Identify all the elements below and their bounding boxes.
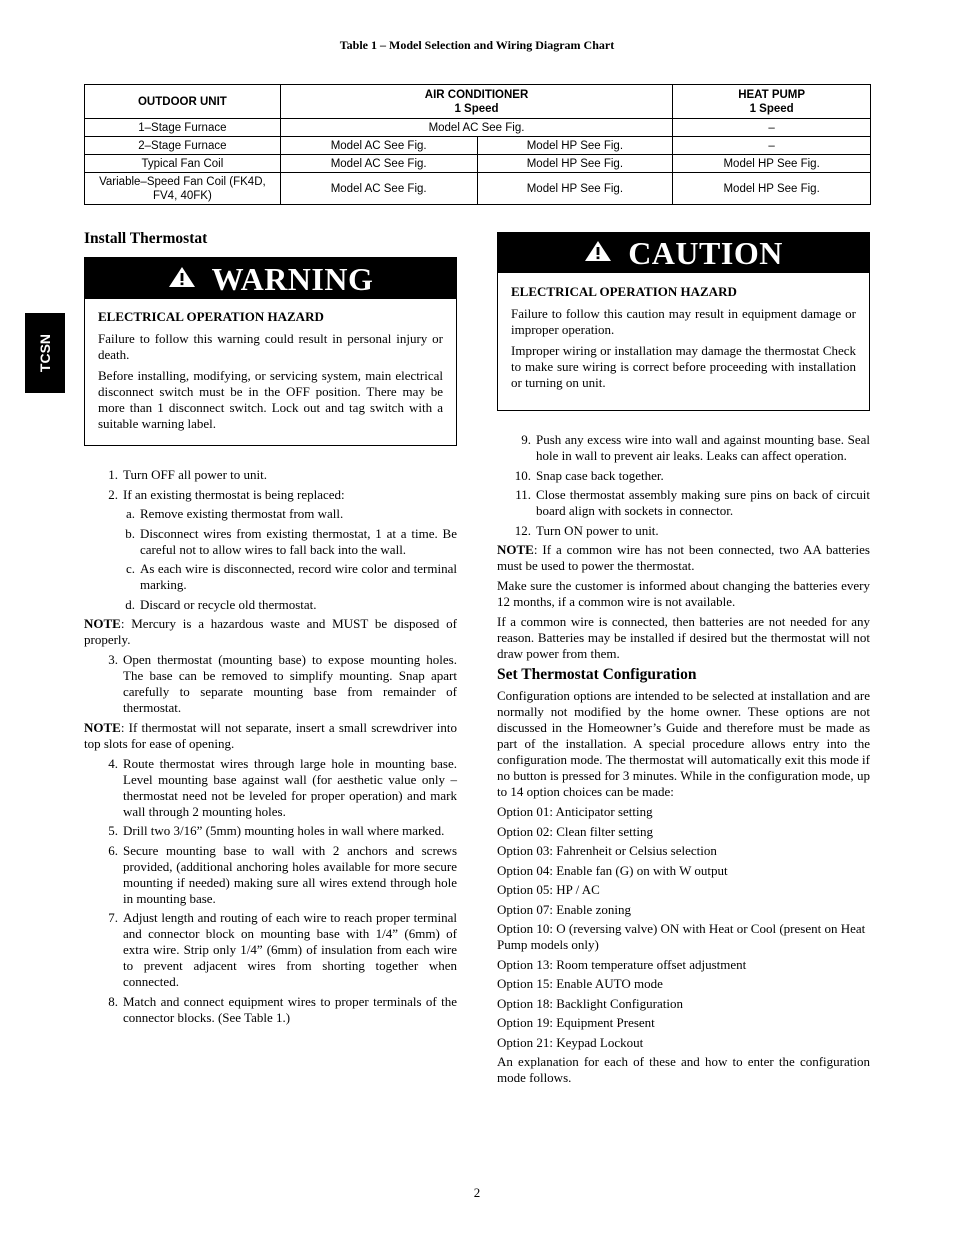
page-number: 2 (473, 1185, 481, 1200)
step-number: 12. (514, 522, 531, 538)
list-item (84, 652, 457, 716)
step-text: Snap case back together. (536, 467, 664, 483)
warning-triangle-icon (584, 240, 612, 266)
list-item: Option 07: Enable zoning (497, 901, 631, 917)
list-item (84, 756, 457, 820)
step-number: 5. (108, 823, 118, 838)
step-text: Disconnect wires from existing thermostat, 1 at a time. Be careful not to allow wires to fall back into the wall. (140, 525, 457, 557)
list-item (84, 823, 457, 839)
table-title: Table 1 – Model Selection and Wiring Diagram Chart (339, 38, 615, 52)
step-number: 3. (108, 652, 118, 667)
note-paragraph (84, 616, 457, 648)
list-item: Option 13: Room temperature offset adjustment (497, 956, 747, 972)
step-number: 8. (108, 993, 118, 1009)
step-number: 2. (108, 486, 118, 502)
step-number: 1. (108, 467, 118, 482)
list-subitem (84, 597, 457, 613)
body-paragraph: An explanation for each of these and how to enter the configuration mode follows. (497, 1054, 870, 1085)
table-header-row (85, 85, 871, 119)
list-item (84, 910, 457, 990)
note-label: NOTE (84, 719, 121, 735)
warning-banner (85, 258, 456, 299)
table-row (85, 155, 871, 173)
side-tab (25, 313, 65, 393)
list-item (497, 523, 870, 539)
list-item: Option 19: Equipment Present (497, 1015, 655, 1030)
step-number: 6. (108, 842, 118, 858)
table-row (85, 173, 871, 205)
table-cell-unit: Typical Fan Coil (85, 155, 281, 173)
caution-banner (498, 233, 869, 273)
table-row (85, 119, 871, 137)
caution-box (497, 232, 870, 411)
step-number: 11. (515, 487, 531, 502)
table-cell-ac-hp: Model HP See Fig. (477, 155, 673, 173)
list-item: Option 04: Enable fan (G) on with W output (497, 862, 728, 878)
warning-signal-word: WARNING (211, 260, 374, 297)
table-cell-hp: Model HP See Fig. (673, 155, 871, 173)
step-text: Push any excess wire into wall and against mounting base. Seal hole in wall to prevent air leaks. Leaks can affect operation. (536, 432, 870, 463)
list-item (84, 467, 457, 483)
list-item: Option 21: Keypad Lockout (497, 1034, 644, 1050)
note-paragraph (497, 542, 870, 574)
table-cell-ac: Model AC See Fig. (280, 155, 477, 173)
caution-paragraph: Failure to follow this caution may result in equipment damage or improper operation. (511, 306, 856, 337)
header-air-conditioner (280, 85, 672, 119)
step-text: Secure mounting base to wall with 2 anchors and screws provided, (additional anchoring holes available for more secure mounting if needed) making sure all wires extend through hole in mounting base. (123, 842, 457, 906)
note-text: : If a common wire has not been connected, two AA batteries must be used to power the thermostat. (497, 542, 870, 573)
header-ac-label: AIR CONDITIONER (424, 88, 529, 101)
step-number: 7. (108, 910, 118, 925)
list-item (497, 487, 870, 519)
caution-hazard-title: ELECTRICAL OPERATION HAZARD (511, 284, 737, 299)
list-item: Option 05: HP / AC (497, 882, 600, 897)
step-text: Turn OFF all power to unit. (123, 467, 267, 482)
caution-paragraph: Improper wiring or installation may damage the thermostat Check to make sure wiring is correct before proceeding with installation or turning on unit. (511, 343, 856, 390)
list-item: Option 10: O (reversing valve) ON with Heat or Cool (present on Heat Pump models only) (497, 921, 866, 952)
table-cell-ac: Model AC See Fig. (280, 119, 672, 137)
caution-content (498, 273, 869, 410)
table-cell-ac-hp: Model HP See Fig. (477, 137, 673, 155)
right-column (497, 232, 870, 1090)
list-item: Option 18: Backlight Configuration (497, 995, 683, 1011)
list-subitem (84, 526, 457, 558)
caution-signal-word: CAUTION (628, 235, 783, 271)
table-cell-ac: Model AC See Fig. (280, 173, 477, 205)
header-hp-speed: 1 Speed (749, 102, 794, 115)
step-letter: b. (125, 525, 135, 541)
warning-content (85, 299, 456, 445)
note-text: : Mercury is a hazardous waste and MUST be disposed of properly. (84, 616, 457, 647)
step-text: Drill two 3/16” (5mm) mounting holes in wall where marked. (123, 823, 445, 838)
step-number: 9. (521, 432, 531, 447)
list-item (84, 487, 457, 503)
header-outdoor-unit: OUTDOOR UNIT (85, 85, 281, 119)
step-text: Match and connect equipment wires to proper terminals of the connector blocks. (See Table 1.) (123, 993, 457, 1025)
install-steps-continued (497, 432, 870, 1086)
step-text: Close thermostat assembly making sure pins on back of circuit board align with sockets in connector. (536, 487, 870, 518)
warning-box (84, 257, 457, 446)
table-cell-ac-hp: Model HP See Fig. (477, 173, 673, 205)
warning-triangle-icon (168, 266, 196, 292)
body-paragraph: Configuration options are intended to be selected at installation and are normally not modified by the home owner. These options are not discussed in the Homeowner’s Guide and therefore must be made as part of the installation. A special procedure allows entry into the configuration mode. The thermostat will automatically exit this mode if no button is pressed for 3 minutes. While in the configuration mode, up to 14 option choices can be made: (497, 688, 870, 799)
body-paragraph: Make sure the customer is informed about changing the batteries every 12 months, if a common wire is not available. (497, 578, 870, 609)
list-item (497, 432, 870, 464)
step-letter: d. (125, 596, 135, 612)
table-cell-ac: Model AC See Fig. (280, 137, 477, 155)
step-text: Discard or recycle old thermostat. (140, 596, 317, 612)
install-steps (84, 467, 457, 1026)
step-number: 10. (514, 467, 531, 483)
step-text: As each wire is disconnected, record wire color and terminal marking. (140, 561, 457, 592)
table-cell-hp: – (673, 119, 871, 137)
side-tab-label: TCSN (37, 333, 53, 373)
step-letter: a. (125, 506, 135, 521)
step-text: Turn ON power to unit. (536, 522, 659, 538)
note-text: : If thermostat will not separate, insert a small screwdriver into top slots for ease of opening. (84, 719, 457, 751)
header-heat-pump (673, 85, 871, 119)
header-hp-label: HEAT PUMP (738, 88, 806, 101)
step-number: 4. (108, 755, 118, 771)
table-cell-unit: 1–Stage Furnace (85, 119, 281, 137)
section-heading-configuration: Set Thermostat Configuration (497, 666, 697, 683)
step-text: Route thermostat wires through large hole in mounting base. Level mounting base against wall (for aesthetic value only – thermostat need not be leveled for proper operation) and mark wall through 2 mounting holes. (123, 755, 457, 819)
list-item: Option 01: Anticipator setting (497, 804, 653, 819)
table-cell-unit: Variable–Speed Fan Coil (FK4D, FV4, 40FK) (85, 173, 281, 205)
list-item: Option 03: Fahrenheit or Celsius selection (497, 843, 717, 858)
option-list (497, 804, 870, 1051)
list-subitem (84, 561, 457, 593)
step-text: Remove existing thermostat from wall. (140, 506, 344, 521)
warning-hazard-title: ELECTRICAL OPERATION HAZARD (98, 309, 324, 324)
warning-paragraph: Failure to follow this warning could result in personal injury or death. (98, 331, 443, 362)
step-text: If an existing thermostat is being replaced: (123, 486, 345, 502)
list-item (497, 468, 870, 484)
warning-paragraph: Before installing, modifying, or servicing system, main electrical disconnect switch must be in the OFF position. There may be more than 1 disconnect switch. Lock out and tag switch with a suitable warning label. (98, 368, 443, 431)
note-paragraph (84, 720, 457, 752)
note-label: NOTE (84, 616, 121, 631)
table-cell-hp: – (673, 137, 871, 155)
list-item (84, 994, 457, 1026)
list-item (84, 843, 457, 907)
table-row (85, 137, 871, 155)
list-item: Option 02: Clean filter setting (497, 823, 653, 839)
list-subitem (84, 506, 457, 522)
step-text: Adjust length and routing of each wire to reach proper terminal and connector block on mounting base with 1/4” (6mm) of extra wire. Strip only 1/4” (6mm) of insulation from each wire to prevent adjacent wires from shorting together when connected. (123, 910, 457, 989)
model-selection-table (84, 84, 871, 205)
note-label: NOTE (497, 542, 534, 557)
step-letter: c. (125, 561, 135, 576)
step-text: Open thermostat (mounting base) to expose mounting holes. The base can be removed to simplify mounting. Snap apart carefully to separate mounting base from remainder of thermostat. (123, 652, 457, 715)
left-column (84, 230, 457, 1029)
table-cell-hp: Model HP See Fig. (673, 173, 871, 205)
body-paragraph: If a common wire is connected, then batteries are not needed for any reason. Batteries may be installed if desired but the thermostat will not draw power from them. (497, 614, 870, 661)
table-cell-unit: 2–Stage Furnace (85, 137, 281, 155)
list-item: Option 15: Enable AUTO mode (497, 976, 663, 991)
header-ac-speed: 1 Speed (454, 102, 499, 115)
section-heading-install: Install Thermostat (84, 230, 208, 247)
